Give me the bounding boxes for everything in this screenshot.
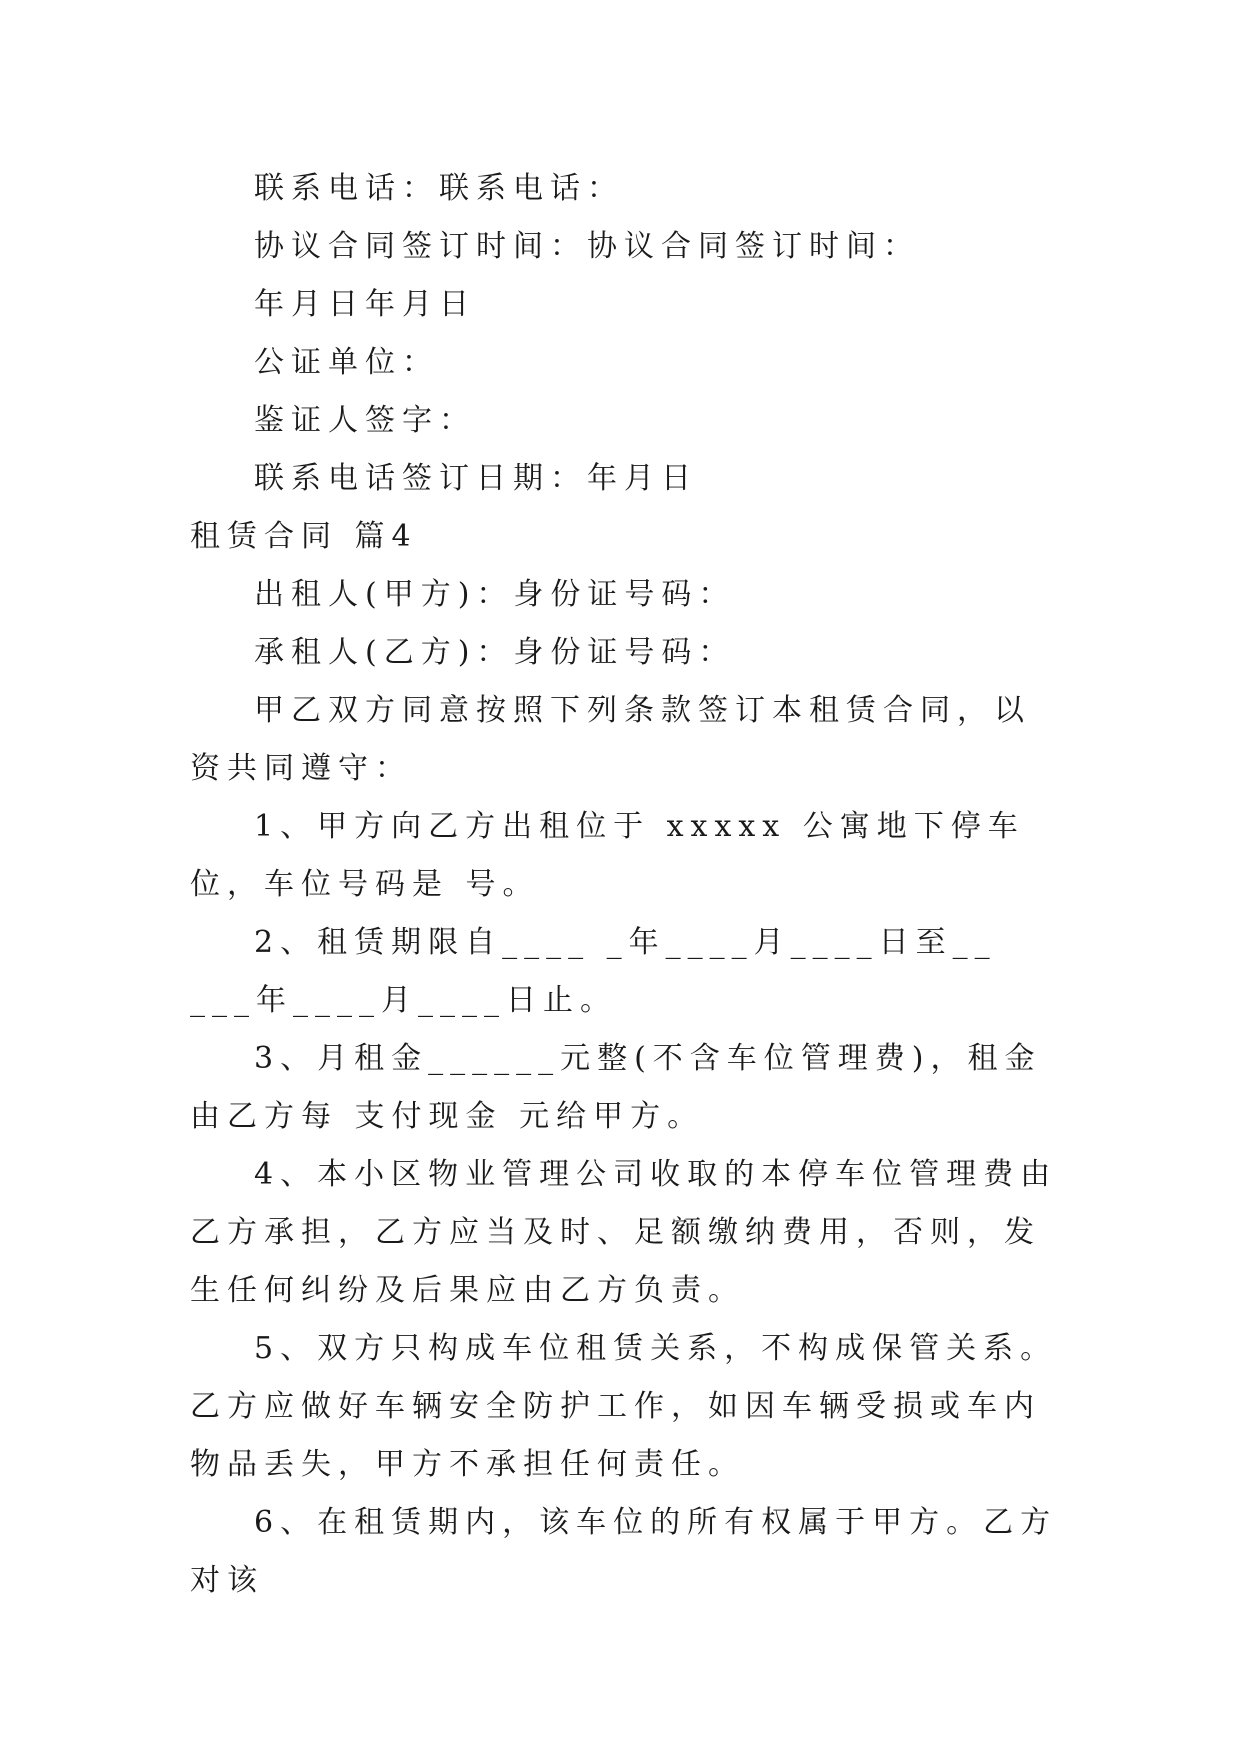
- party-b-line: 承租人(乙方)：身份证号码：: [254, 635, 736, 670]
- contact-signing-date-line: 联系电话签订日期：年月日: [254, 461, 698, 496]
- signing-time-line: 协议合同签订时间：协议合同签订时间：: [254, 229, 920, 264]
- date-line: 年月日年月日: [254, 287, 476, 322]
- clause-1: 1、甲方向乙方出租位于 xxxxx 公寓地下停车位，车位号码是 号。: [190, 809, 1025, 902]
- clause-4: 4、本小区物业管理公司收取的本停车位管理费由乙方承担，乙方应当及时、足额缴纳费用，否则，发生任何纠纷及后果应由乙方负责。: [190, 1157, 1058, 1308]
- intro-paragraph: 甲乙双方同意按照下列条款签订本租赁合同，以资共同遵守：: [190, 693, 1031, 786]
- clause-2: 2、租赁期限自____ _年____月____日至__ ___年____月____日止。: [190, 925, 1014, 1018]
- contact-phone-line: 联系电话：联系电话：: [254, 171, 624, 206]
- section-title: 租赁合同 篇4: [190, 519, 418, 554]
- party-a-line: 出租人(甲方)：身份证号码：: [254, 577, 736, 612]
- document-body: [190, 160, 1060, 1610]
- clause-3: 3、月租金______元整(不含车位管理费)，租金由乙方每 支付现金 元给甲方。: [190, 1041, 1042, 1134]
- clause-5: 5、双方只构成车位租赁关系，不构成保管关系。乙方应做好车辆安全防护工作，如因车辆受损或车内物品丢失，甲方不承担任何责任。: [190, 1331, 1058, 1482]
- notary-unit-line: 公证单位：: [254, 345, 439, 380]
- witness-signature-line: 鉴证人签字：: [254, 403, 476, 438]
- clause-6: 6、在租赁期内，该车位的所有权属于甲方。乙方对该: [190, 1505, 1058, 1598]
